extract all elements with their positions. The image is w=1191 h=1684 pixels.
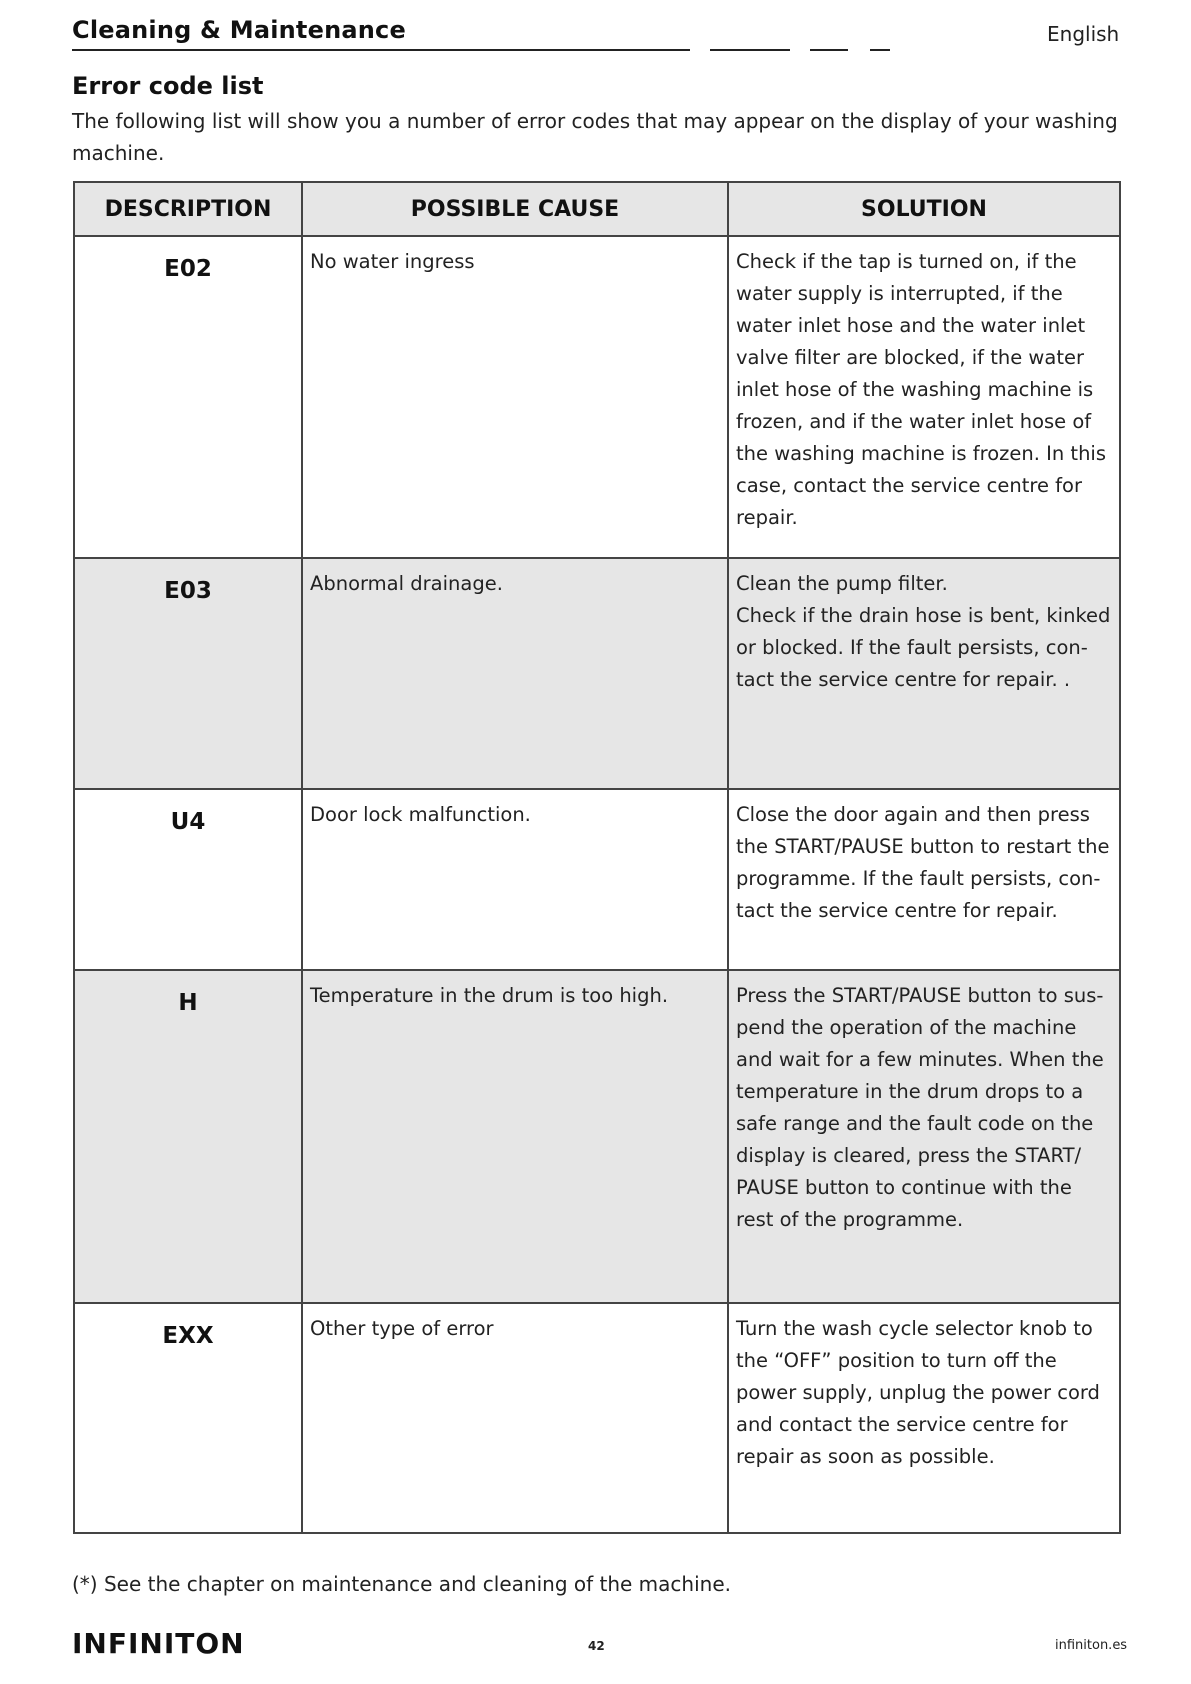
possible-cause: Temperature in the drum is too high. <box>302 970 728 1303</box>
column-header-possible-cause: POSSIBLE CAUSE <box>302 182 728 236</box>
possible-cause: No water ingress <box>302 236 728 558</box>
table-row <box>74 236 1120 558</box>
page-number: 42 <box>588 1639 605 1653</box>
column-header-description: DESCRIPTION <box>74 182 302 236</box>
solution: Check if the tap is turned on, if the water supply is interrupted, if the water inlet hose and the water inlet valve filter are blocked, if the water inlet hose of the washing machine is frozen, and if the water inlet hose of the washing machine is frozen. In this case, contact the service centre for repair. <box>728 236 1120 558</box>
solution: Close the door again and then press the START/PAUSE button to restart the programme. If the fault persists, con-tact the service centre for repair. <box>728 789 1120 970</box>
header-rule-dash <box>710 49 790 51</box>
table-header-row <box>74 182 1120 236</box>
solution-line: Check if the drain hose is bent, kinked or blocked. If the fault persists, con-tact the service centre for repair. . <box>736 604 1111 691</box>
table-row <box>74 970 1120 1303</box>
footnote: (*) See the chapter on maintenance and cleaning of the machine. <box>72 1572 731 1596</box>
table-row <box>74 558 1120 789</box>
possible-cause: Other type of error <box>302 1303 728 1533</box>
solution: Turn the wash cycle selector knob to the “OFF” position to turn off the power supply, unplug the power cord and contact the service centre for repair as soon as possible. <box>728 1303 1120 1533</box>
solution-line: Clean the pump filter. <box>736 572 948 595</box>
table-row <box>74 789 1120 970</box>
possible-cause: Door lock malfunction. <box>302 789 728 970</box>
error-code: E02 <box>74 236 302 558</box>
section-title: Error code list <box>72 72 264 100</box>
page-header-title: Cleaning & Maintenance <box>72 16 406 44</box>
header-rule-dash <box>870 49 890 51</box>
error-code: EXX <box>74 1303 302 1533</box>
header-rule-dash <box>810 49 848 51</box>
possible-cause: Abnormal drainage. <box>302 558 728 789</box>
intro-paragraph: The following list will show you a number of error codes that may appear on the display of your washing machine. <box>72 109 1118 165</box>
table-row <box>74 1303 1120 1533</box>
solution: Press the START/PAUSE button to sus-pend the operation of the machine and wait for a few minutes. When the temperature in the drum drops to a safe range and the fault code on the display is cleared, press the START/ PAUSE button to continue with the rest of the programme. <box>728 970 1120 1303</box>
solution <box>728 558 1120 789</box>
error-code-table <box>73 181 1121 1534</box>
error-code: U4 <box>74 789 302 970</box>
website: infiniton.es <box>1055 1638 1128 1653</box>
header-rule <box>72 49 690 51</box>
column-header-solution: SOLUTION <box>728 182 1120 236</box>
error-code: H <box>74 970 302 1303</box>
error-code: E03 <box>74 558 302 789</box>
language-label: English <box>1047 22 1120 46</box>
brand-logo: INFINITON <box>72 1627 245 1660</box>
